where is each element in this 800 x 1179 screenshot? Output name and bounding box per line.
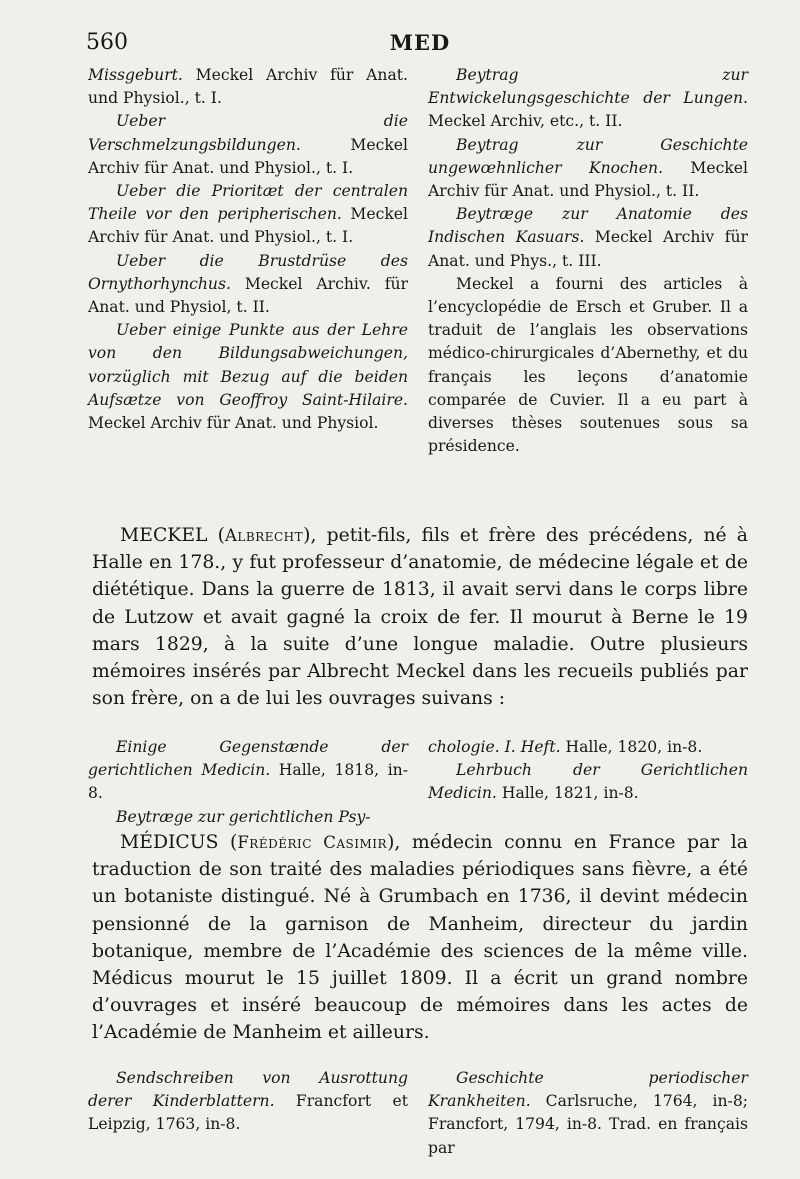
bib-entry: Beytrag zur Geschichte ungewœhnlicher Knochen. Meckel Archiv für Anat. und Physiol., t. II. [428,135,748,201]
bib-entry: Geschichte periodischer Krankheiten. Carlsruche, 1764, in-8; Francfort, 1794, in-8. Trad. en français par [428,1069,748,1157]
bib-note: Meckel a fourni des articles à l’encyclopédie de Ersch et Gruber. Il a traduit de l’anglais les observations médico-chirurgicales d’Abernethy, et du français les leçons d’anatomie comparée de Cuvier. Il a eu part à diverses thèses soutenues sous sa présidence. [428,274,748,456]
bib-entry: Sendschreiben von Ausrottung derer Kinderblattern. Francfort et Leipzig, 1763, in-8. [88,1069,408,1134]
top-right-column [428,64,748,458]
bib-entry: Lehrbuch der Gerichtlichen Medicin. Halle, 1821, in-8. [428,761,748,803]
top-left-column [88,64,408,435]
medicus-works-right [428,1067,748,1160]
medicus-works [88,1067,748,1157]
entry-name: MECKEL [120,525,208,546]
entry-name: MÉDICUS [120,832,219,853]
meckel-works [88,736,748,826]
bib-entry: Ueber die Verschmelzungsbildungen. Meckel Archiv für Anat. und Physiol., t. I. [88,112,408,177]
bib-entry: Missgeburt. Meckel Archiv für Anat. und Physiol., t. I. [88,66,408,108]
meckel-works-right [428,736,748,806]
entry-text: , petit-fils, fils et frère des précédens, né à Halle en 178., y fut professeur d’anatomie, de médecine légale et de diététique. Dans la guerre de 1813, il avait servi dans le corps libre de Lutzow et avait gagné la croix de fer. Il mourut à Berne le 19 mars 1829, à la suite d’une longue maladie. Outre plusieurs mémoires insérés par Albrecht Meckel dans les recueils publiés par son frère, on a de lui les ouvrages suivans : [92,525,748,710]
top-bibliography [88,64,748,504]
page-header [80,30,760,62]
entry-text: , médecin connu en France par la traduction de son traité des maladies périodiques sans fièvre, a été un botaniste distingué. Né à Grumbach en 1736, il devint médecin pensionné de la garnison de Manheim, directeur du jardin botanique, membre de l’Académie des sciences de la même ville. Médicus mourut le 15 juillet 1809. Il a écrit un grand nombre d’ouvrages et inséré beaucoup de mémoires dans les actes de l’Académie de Manheim et ailleurs. [92,832,748,1044]
bib-entry: Ueber einige Punkte aus der Lehre von den Bildungsabweichungen, vorzüglich mit Bezug auf die beiden Aufsætze von Geoffroy Saint-Hilaire. Meckel Archiv für Anat. und Physiol. [88,321,408,433]
bib-entry: Beytræge zur Anatomie des Indischen Kasuars. Meckel Archiv für Anat. und Phys., t. III. [428,205,748,270]
page-number: 560 [86,30,128,55]
meckel-works-left [88,736,408,829]
bib-entry: Einige Gegenstænde der gerichtlichen Medicin. Halle, 1818, in-8. [88,738,408,803]
entry-firstname: Frédéric Casimir [237,833,388,852]
running-head: MED [389,30,451,55]
medicus-works-left [88,1067,408,1137]
bib-entry: Beytræge zur gerichtlichen Psy- [116,807,371,826]
bib-entry: Ueber die Brustdrüse des Ornythorhynchus. Meckel Archiv. für Anat. und Physiol, t. II. [88,251,408,317]
bib-entry: chologie. I. Heft. Halle, 1820, in-8. [428,738,703,756]
meckel-entry: MECKEL (Albrecht), petit-fils, fils et frère des précédens, né à Halle en 178., y fut professeur d’anatomie, de médecine légale et de diététique. Dans la guerre de 1813, il avait servi dans le corps libre de Lutzow et avait gagné la croix de fer. Il mourut à Berne le 19 mars 1829, à la suite d’une longue maladie. Outre plusieurs mémoires insérés par Albrecht Meckel dans les recueils publiés par son frère, on a de lui les ouvrages suivans : [92,525,748,710]
medicus-entry: MÉDICUS (Frédéric Casimir), médecin connu en France par la traduction de son traité des maladies périodiques sans fièvre, a été un botaniste distingué. Né à Grumbach en 1736, il devint médecin pensionné de la garnison de Manheim, directeur du jardin botanique, membre de l’Académie des sciences de la même ville. Médicus mourut le 15 juillet 1809. Il a écrit un grand nombre d’ouvrages et inséré beaucoup de mémoires dans les actes de l’Académie de Manheim et ailleurs. [92,832,748,1044]
bib-entry: Beytrag zur Entwickelungsgeschichte der Lungen. Meckel Archiv, etc., t. II. [428,66,748,131]
entry-firstname: Albrecht [225,526,304,545]
bib-entry: Ueber die Prioritæt der centralen Theile vor den peripherischen. Meckel Archiv für Anat. und Physiol., t. I. [88,182,408,247]
